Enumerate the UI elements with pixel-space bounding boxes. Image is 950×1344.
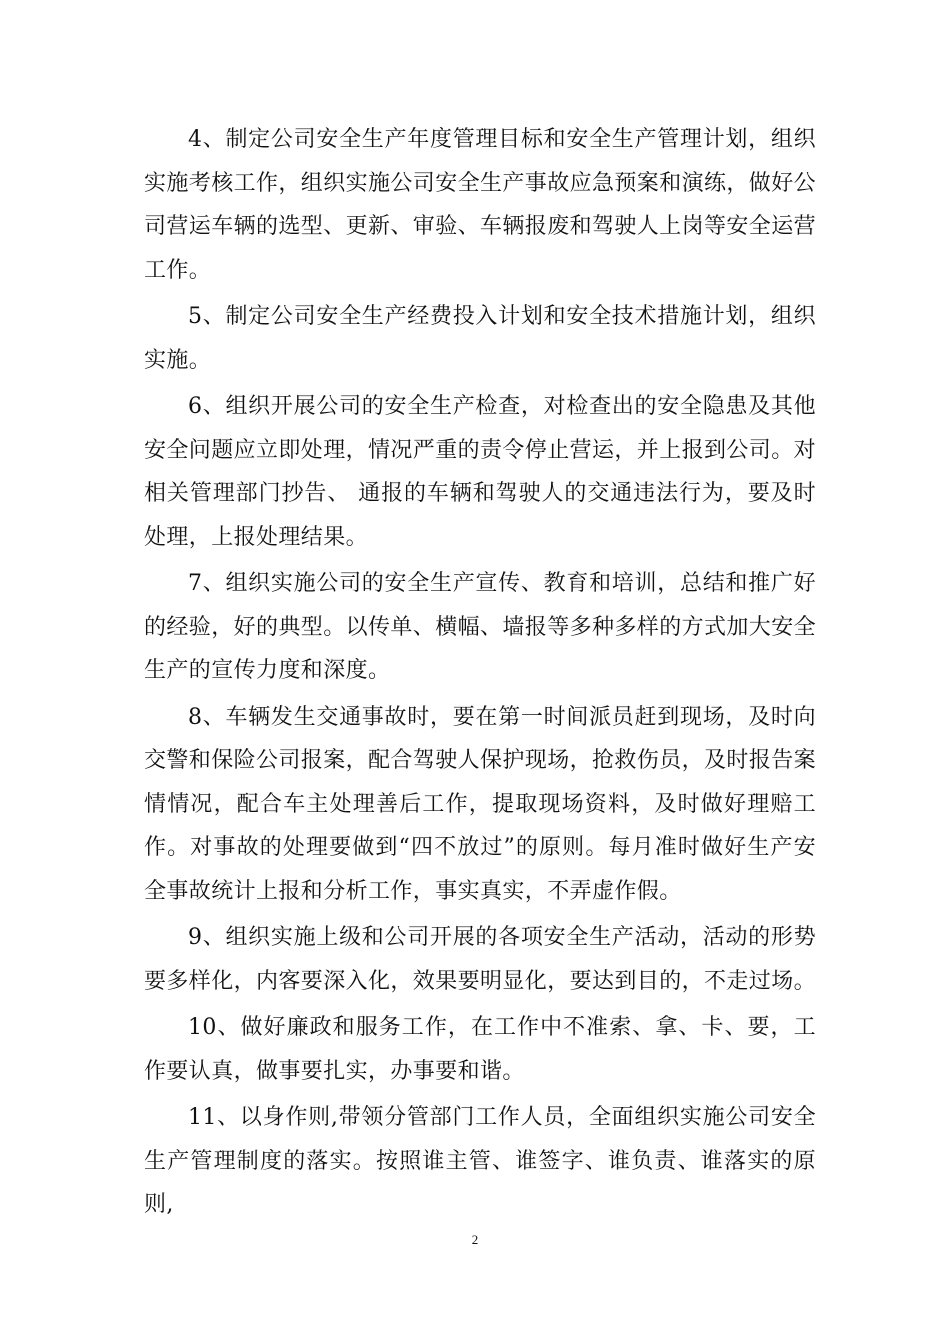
paragraph-item-10: 10、做好廉政和服务工作，在工作中不准索、拿、卡、要，工作要认真，做事要扎实，办事要和谐。: [144, 1015, 816, 1084]
paragraph-item-11: 11、以身作则,带领分管部门工作人员，全面组织实施公司安全生产管理制度的落实。按照谁主管、谁签字、谁负责、谁落实的原则,: [144, 1105, 816, 1217]
paragraph-item-8: 8、车辆发生交通事故时，要在第一时间派员赶到现场，及时向交警和保险公司报案，配合驾驶人保护现场，抢救伤员，及时报告案情情况，配合车主处理善后工作，提取现场资料，及时做好理赔工作。对事故的处理要做到“四不放过”的原则。每月准时做好生产安全事故统计上报和分析工作，事实真实，不弄虚作假。: [144, 704, 817, 904]
page-number: 2: [471, 1232, 479, 1247]
document-body: [144, 118, 816, 1230]
paragraph-item-5: 5、制定公司安全生产经费投入计划和安全技术措施计划，组织实施。: [144, 304, 816, 373]
paragraph-item-6: 6、组织开展公司的安全生产检查，对检查出的安全隐患及其他安全问题应立即处理，情况严重的责令停止营运，并上报到公司。对相关管理部门抄告、 通报的车辆和驾驶人的交通违法行为，要及时处理，上报处理结果。: [144, 394, 817, 550]
paragraph-item-4: 4、制定公司安全生产年度管理目标和安全生产管理计划，组织实施考核工作，组织实施公司安全生产事故应急预案和演练，做好公司营运车辆的选型、更新、审验、车辆报废和驾驶人上岗等安全运营工作。: [144, 127, 817, 283]
paragraph-item-9: 9、组织实施上级和公司开展的各项安全生产活动，活动的形势要多样化，内客要深入化，效果要明显化，要达到目的，不走过场。: [144, 925, 817, 994]
paragraph-item-7: 7、组织实施公司的安全生产宣传、教育和培训，总结和推广好的经验，好的典型。以传单、横幅、墙报等多种多样的方式加大安全生产的宣传力度和深度。: [144, 571, 817, 683]
